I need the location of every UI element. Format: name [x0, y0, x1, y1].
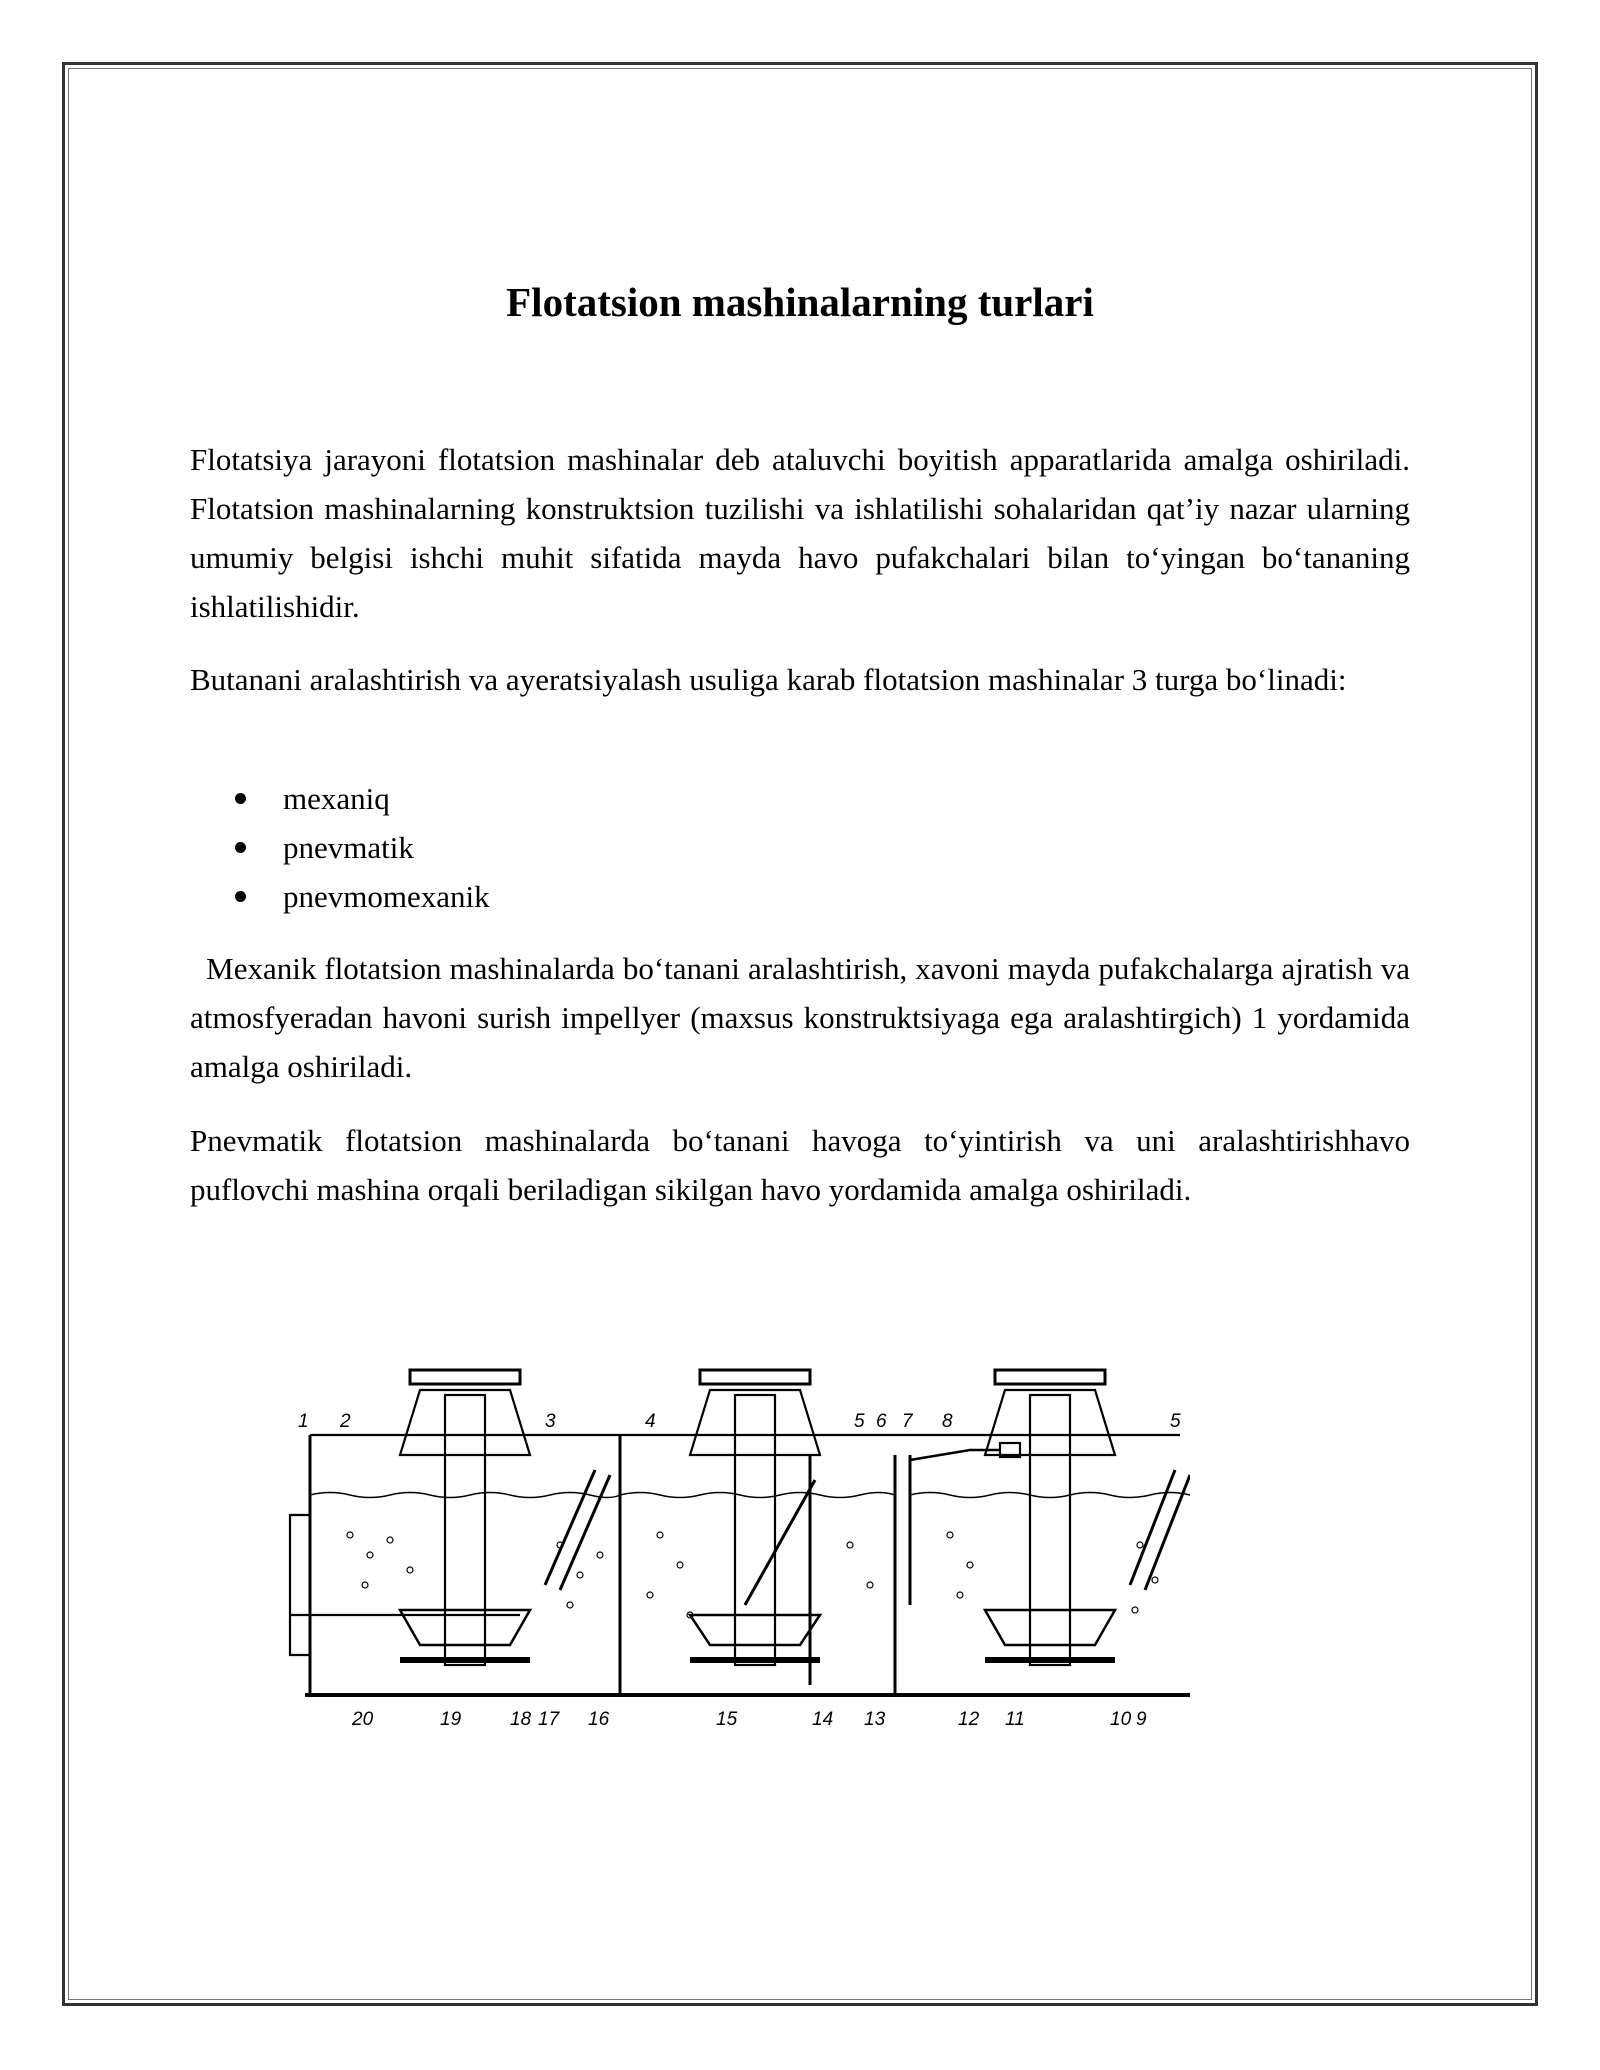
- figure-label: 20: [352, 1709, 374, 1730]
- list-item: [190, 774, 1190, 823]
- figure-label: 17: [538, 1709, 560, 1730]
- figure-label: 2: [340, 1411, 351, 1432]
- machine-types-list: [190, 774, 1190, 921]
- figure-label: 18: [510, 1709, 532, 1730]
- figure-label: 9: [1136, 1709, 1147, 1730]
- figure-label: 3: [545, 1411, 556, 1432]
- figure-label: 14: [812, 1709, 834, 1730]
- figure-label: 10: [1110, 1709, 1132, 1730]
- list-item: [190, 872, 1190, 921]
- figure-label: 15: [716, 1709, 738, 1730]
- figure-label: 5: [854, 1411, 865, 1432]
- figure-label: 12: [958, 1709, 980, 1730]
- figure-label: 4: [645, 1411, 656, 1432]
- figure-label: 19: [440, 1709, 462, 1730]
- figure-label: 6: [876, 1411, 887, 1432]
- figure-label: 8: [942, 1411, 953, 1432]
- figure-label: 16: [588, 1709, 610, 1730]
- list-item: [190, 823, 1190, 872]
- paragraph-mechanical: Mexanik flotatsion mashinalarda bo‘tanani aralashtirish, xavoni mayda pufakchalarga ajratish va atmosfyeradan havoni surish impellyer (maxsus konstruktsiyaga ega aralashtirgich) 1 yordamida amalga oshiriladi.: [190, 951, 1418, 1084]
- paragraph-pneumatic: Pnevmatik flotatsion mashinalarda bo‘tanani havoga to‘yintirish va uni aralashtirishhavo puflovchi mashina orqali beriladigan sikilgan havo yordamida amalga oshiriladi.: [190, 1123, 1410, 1207]
- paragraph-intro: Flotatsiya jarayoni flotatsion mashinalar deb ataluvchi boyitish apparatlarida amalga oshiriladi. Flotatsion mashinalarning konstruktsion tuzilishi va ishlatilishi sohalaridan qat’iy nazar ularning umumiy belgisi ishchi muhit sifatida mayda havo pufakchalari bilan to‘yingan bo‘tananing ishlatilishidir.: [190, 442, 1410, 624]
- flotation-machine-diagram: [270, 1345, 1190, 1740]
- figure-label: 11: [1005, 1709, 1025, 1730]
- list-item-label: pnevmomexanik: [283, 879, 490, 914]
- figure-label: 1: [298, 1411, 309, 1432]
- figure-label: 13: [864, 1709, 886, 1730]
- paragraph-classification: Butanani aralashtirish va ayeratsiyalash usuliga karab flotatsion mashinalar 3 turga bo‘linadi:: [190, 662, 1347, 697]
- list-item-label: pnevmatik: [283, 830, 414, 865]
- page-title: Flotatsion mashinalarning turlari: [506, 279, 1094, 325]
- bullet-icon: [235, 793, 246, 804]
- figure-label: 5: [1170, 1411, 1181, 1432]
- bullet-icon: [235, 842, 246, 853]
- list-item-label: mexaniq: [283, 781, 390, 816]
- figure-label: 7: [902, 1411, 913, 1432]
- bullet-icon: [235, 891, 246, 902]
